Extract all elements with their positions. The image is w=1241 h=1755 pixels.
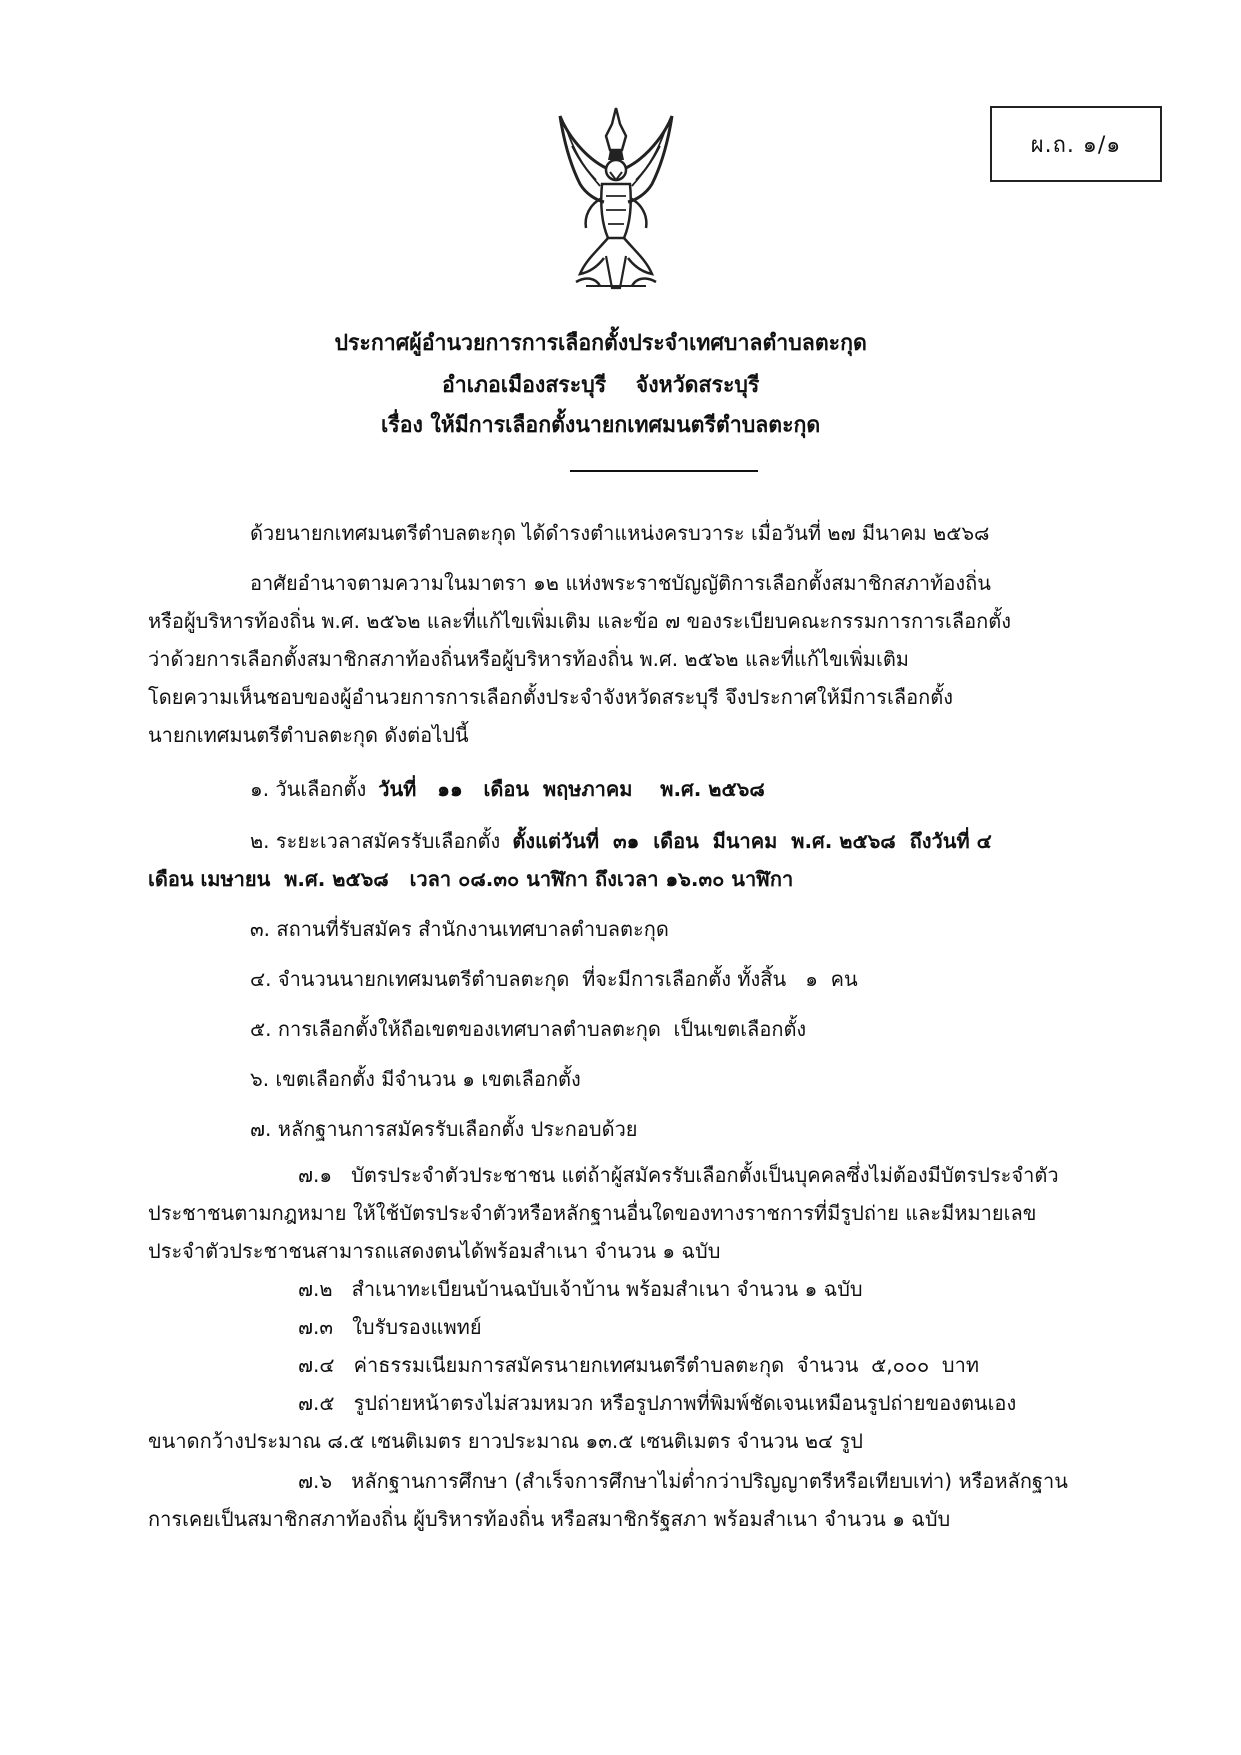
item-2	[250, 826, 992, 856]
item-3: ๓. สถานที่รับสมัคร สำนักงานเทศบาลตำบลตะกุด	[250, 917, 669, 941]
heading-line-3: เรื่อง ให้มีการเลือกตั้งนายกเทศมนตรีตำบลตะกุด	[380, 413, 821, 438]
subitem-7-1-line-2: ประชาชนตามกฎหมาย ให้ใช้บัตรประจำตัวหรือหลักฐานอื่นใดของทางราชการที่มีรูปถ่าย และมีหมายเลข	[148, 1201, 1037, 1225]
item-1	[250, 774, 765, 804]
heading-line-2: อำเภอเมืองสระบุรี จังหวัดสระบุรี	[441, 373, 760, 398]
subitem-7-4: ๗.๔ ค่าธรรมเนียมการสมัครนายกเทศมนตรีตำบลตะกุด จำนวน ๕,๐๐๐ บาท	[298, 1353, 980, 1377]
item-4: ๔. จำนวนนายกเทศมนตรีตำบลตะกุด ที่จะมีการเลือกตั้ง ทั้งสิ้น ๑ คน	[250, 967, 858, 991]
preamble-paragraph-2-line-5: นายกเทศมนตรีตำบลตะกุด ดังต่อไปนี้	[148, 723, 469, 747]
preamble-paragraph-2-line-4: โดยความเห็นชอบของผู้อำนวยการการเลือกตั้งประจำจังหวัดสระบุรี จึงประกาศให้มีการเลือกตั้ง	[148, 685, 953, 709]
item-1-value: วันที่ ๑๑ เดือน พฤษภาคม พ.ศ. ๒๕๖๘	[378, 777, 765, 801]
item-2-value-line-2: เดือน เมษายน พ.ศ. ๒๕๖๘ เวลา ๐๘.๓๐ นาฬิกา ถึงเวลา ๑๖.๓๐ นาฬิกา	[148, 867, 794, 891]
preamble-paragraph-2-line-1: อาศัยอำนาจตามความในมาตรา ๑๒ แห่งพระราชบัญญัติการเลือกตั้งสมาชิกสภาท้องถิ่น	[250, 571, 991, 595]
preamble-paragraph-1: ด้วยนายกเทศมนตรีตำบลตะกุด ได้ดำรงตำแหน่งครบวาระ เมื่อวันที่ ๒๗ มีนาคม ๒๕๖๘	[250, 521, 990, 545]
preamble-paragraph-2-line-2: หรือผู้บริหารท้องถิ่น พ.ศ. ๒๕๖๒ และที่แก้ไขเพิ่มเติม และข้อ ๗ ของระเบียบคณะกรรมการการเลือกตั้ง	[148, 609, 1012, 633]
subitem-7-2: ๗.๒ สำเนาทะเบียนบ้านฉบับเจ้าบ้าน พร้อมสำเนา จำนวน ๑ ฉบับ	[298, 1277, 863, 1301]
subitem-7-3: ๗.๓ ใบรับรองแพทย์	[298, 1315, 482, 1339]
subitem-7-6-line-1: ๗.๖ หลักฐานการศึกษา (สำเร็จการศึกษาไม่ต่ำกว่าปริญญาตรีหรือเทียบเท่า) หรือหลักฐาน	[298, 1469, 1068, 1493]
subitem-7-5-line-1: ๗.๕ รูปถ่ายหน้าตรงไม่สวมหมวก หรือรูปภาพที่พิมพ์ชัดเจนเหมือนรูปถ่ายของตนเอง	[298, 1391, 1017, 1415]
item-5: ๕. การเลือกตั้งให้ถือเขตของเทศบาลตำบลตะกุด เป็นเขตเลือกตั้ง	[250, 1017, 807, 1041]
heading-line-1: ประกาศผู้อำนวยการการเลือกตั้งประจำเทศบาลตำบลตะกุด	[334, 331, 867, 356]
form-code: ผ.ถ. ๑/๑	[1030, 132, 1122, 158]
subitem-7-1-line-1: ๗.๑ บัตรประจำตัวประชาชน แต่ถ้าผู้สมัครรับเลือกตั้งเป็นบุคคลซึ่งไม่ต้องมีบัตรประจำตัว	[298, 1163, 1059, 1187]
preamble-paragraph-2-line-3: ว่าด้วยการเลือกตั้งสมาชิกสภาท้องถิ่นหรือผู้บริหารท้องถิ่น พ.ศ. ๒๕๖๒ และที่แก้ไขเพิ่มเติม	[148, 647, 909, 671]
item-6: ๖. เขตเลือกตั้ง มีจำนวน ๑ เขตเลือกตั้ง	[250, 1067, 581, 1091]
subitem-7-6-line-2: การเคยเป็นสมาชิกสภาท้องถิ่น ผู้บริหารท้องถิ่น หรือสมาชิกรัฐสภา พร้อมสำเนา จำนวน ๑ ฉบับ	[148, 1507, 951, 1531]
item-2-value-line-1: ตั้งแต่วันที่ ๓๑ เดือน มีนาคม พ.ศ. ๒๕๖๘ ถึงวันที่ ๔	[512, 829, 992, 853]
item-7: ๗. หลักฐานการสมัครรับเลือกตั้ง ประกอบด้วย	[250, 1117, 638, 1141]
garuda-emblem-icon	[556, 106, 676, 296]
item-1-label: ๑. วันเลือกตั้ง	[250, 777, 367, 801]
form-code-box	[990, 106, 1162, 182]
item-2-label: ๒. ระยะเวลาสมัครรับเลือกตั้ง	[250, 829, 501, 853]
subitem-7-5-line-2: ขนาดกว้างประมาณ ๘.๕ เซนติเมตร ยาวประมาณ ๑๓.๕ เซนติเมตร จำนวน ๒๔ รูป	[148, 1429, 863, 1453]
heading-divider	[570, 470, 758, 472]
subitem-7-1-line-3: ประจำตัวประชาชนสามารถแสดงตนได้พร้อมสำเนา จำนวน ๑ ฉบับ	[148, 1239, 721, 1263]
